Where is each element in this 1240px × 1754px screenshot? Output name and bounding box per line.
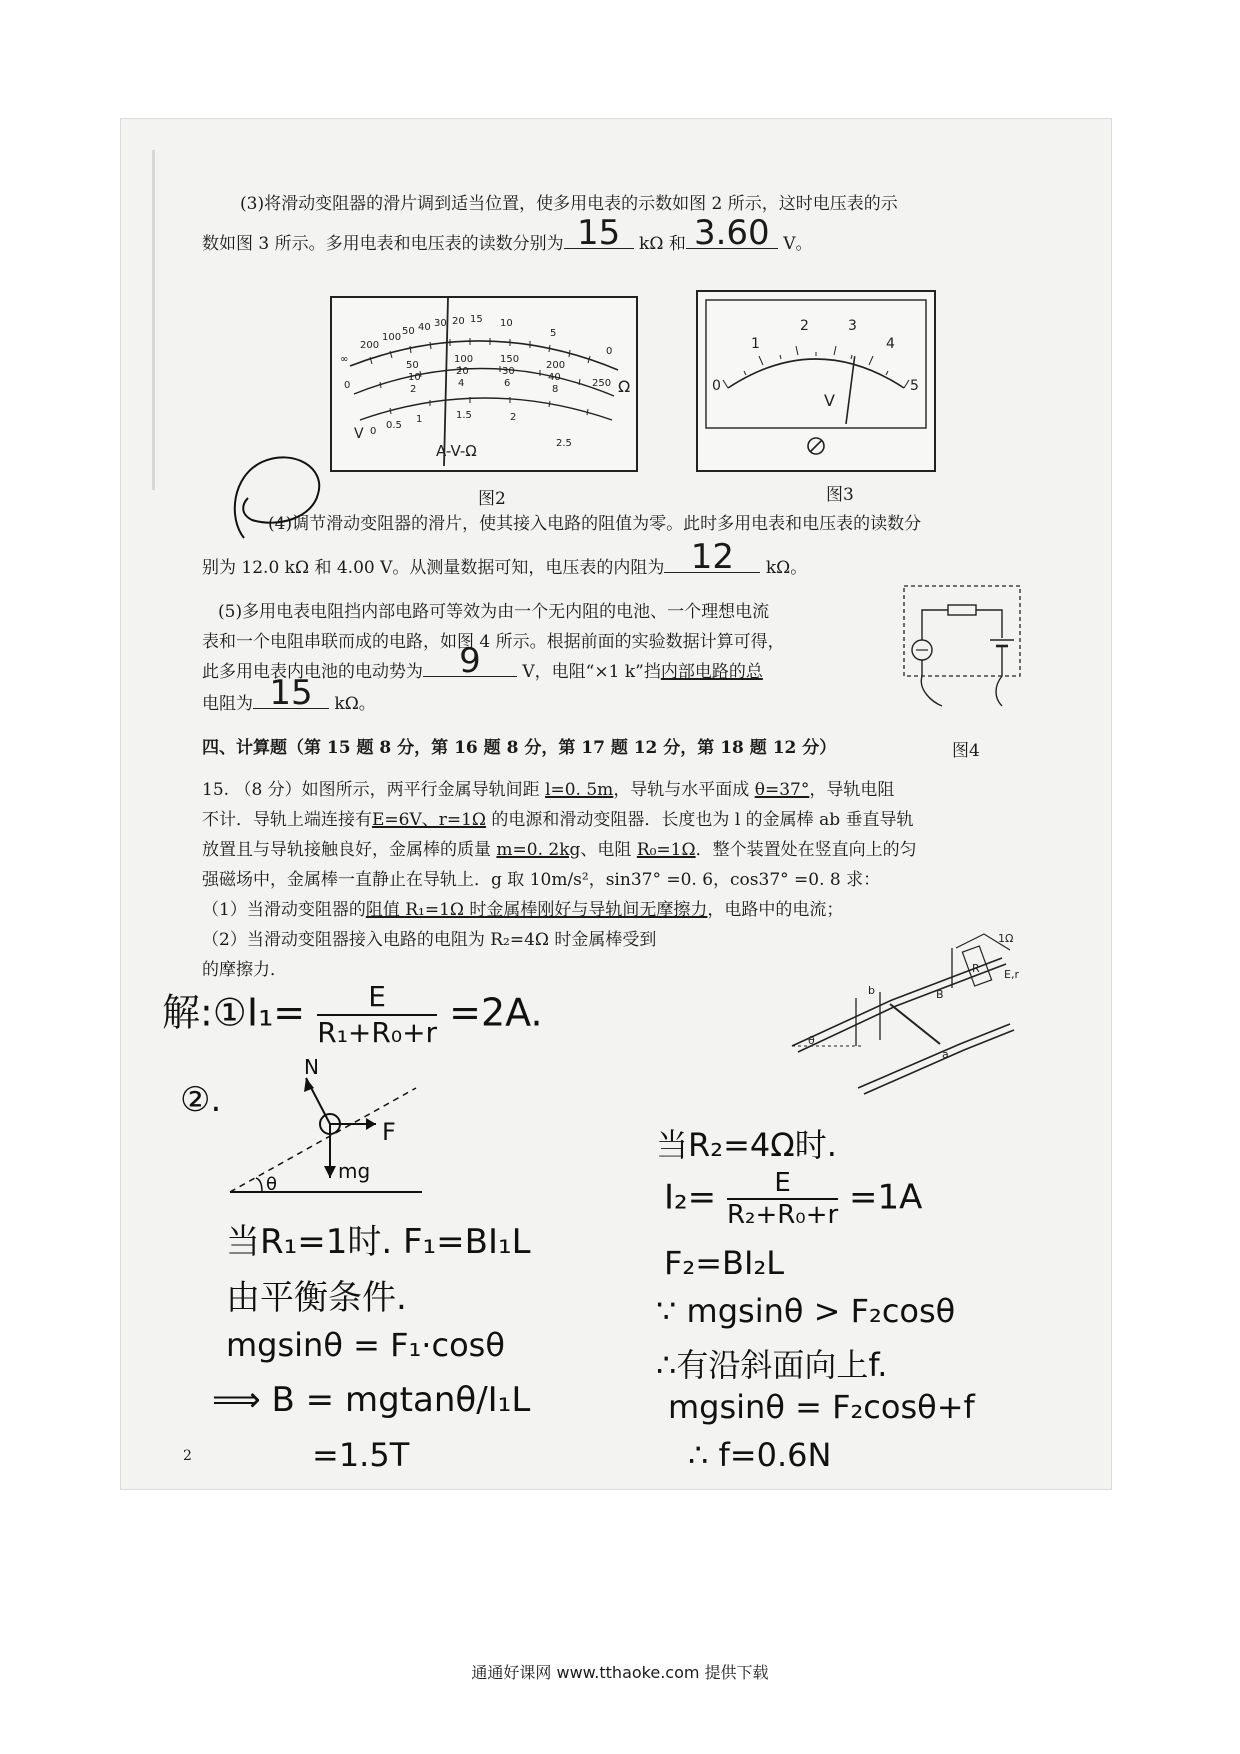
sol-left-line4 [212, 1380, 530, 1420]
q15-l1c: ，导轨电阻 [809, 780, 895, 800]
q15-line7: 的摩擦力． [202, 960, 287, 980]
sol-left-l4a: ⟹ B = [212, 1380, 335, 1420]
rail-label-R: R [972, 962, 980, 975]
fig2-mid2-2: 20 [456, 366, 469, 377]
q5-answer-2-blank [253, 673, 329, 713]
solution-part1 [162, 980, 543, 1050]
sol-s1-numerator: E [317, 980, 437, 1016]
q15-l1u2: θ=37° [754, 780, 810, 800]
q4-answer: 12 [690, 537, 735, 577]
q15-l5u: 阻值 R₁=1Ω 时金属棒刚好与导轨间无摩擦力 [365, 900, 708, 920]
q15-l1b: ，导轨与水平面成 [613, 780, 755, 800]
fig3-tick-5: 5 [910, 378, 919, 394]
q4-line1: (4)调节滑动变阻器的滑片，使其接入电路的阻值为零。此时多用电表和电压表的读数分 [268, 514, 922, 534]
fig2-ohm-4: 40 [418, 322, 431, 333]
q15-l2b: 的电源和滑动变阻器．长度也为 l 的金属棒 ab 垂直导轨 [486, 810, 914, 830]
force-N: N [304, 1055, 319, 1079]
fig2-ohm-5: 30 [434, 318, 447, 329]
sol-right-l2a: I₂= [664, 1177, 717, 1218]
sol-right-line4: ∵ mgsinθ > F₂cosθ [656, 1292, 956, 1330]
sheet-edge-shadow [152, 150, 155, 490]
sol-left-line3: mgsinθ = F₁·cosθ [226, 1326, 505, 1364]
q5-line4-prefix: 电阻为 [202, 694, 253, 714]
fig2-ohm-10: 0 [606, 346, 613, 357]
q15-l2u: E=6V、r=1Ω [372, 810, 487, 830]
force-theta: θ [266, 1174, 278, 1195]
fig3-tick-2: 2 [800, 318, 809, 334]
q3-unit-1: kΩ 和 [639, 234, 686, 254]
q15-line6: （2）当滑动变阻器接入电路的电阻为 R₂=4Ω 时金属棒受到 [202, 930, 657, 950]
sol-right-l2b: =1A [849, 1177, 923, 1218]
rail-label-E: E,r [1004, 968, 1019, 981]
q5-line4-suffix: kΩ。 [334, 694, 376, 714]
q5-line1: (5)多用电表电阻挡内部电路可等效为由一个无内阻的电池、一个理想电流 [218, 602, 770, 622]
rail-label-R1: 1Ω [998, 932, 1014, 945]
sol-right-numerator: E [727, 1168, 838, 1200]
fig3-tick-4: 4 [886, 336, 895, 352]
force-diagram [226, 1055, 426, 1202]
fig2-ohm-0: ∞ [340, 354, 349, 365]
fig2-mid-5: 250 [592, 378, 612, 389]
q15-line1 [202, 778, 894, 802]
fig2-low-4: 2 [510, 412, 517, 423]
q3-line1: (3)将滑动变阻器的滑片调到适当位置，使多用电表的示数如图 2 所示，这时电压表的示 [240, 194, 898, 214]
q15-l3u1: m=0. 2kg [496, 840, 581, 860]
fig2-ohm-2: 100 [382, 332, 402, 343]
q5-line2: 表和一个电阻串联而成的电路，如图 4 所示。根据前面的实验数据计算可得， [202, 632, 785, 652]
rail-label-theta: θ [808, 1034, 815, 1047]
fig3-unit: V [824, 391, 835, 410]
fig3-tick-1: 1 [751, 336, 760, 352]
sol-left-line1: 当R₁=1时. F₁=BI₁L [226, 1222, 531, 1262]
sol-right-line1: 当R₂=4Ω时. [656, 1126, 837, 1164]
fig2-ohm-7: 15 [470, 314, 483, 325]
q15-l3u2: R₀=1Ω [636, 840, 696, 860]
q15-line3 [202, 838, 917, 862]
rail-label-a: a [942, 1048, 949, 1061]
q15-l1u1: l=0. 5m [545, 780, 614, 800]
fig2-meter-label: A-V-Ω [436, 442, 477, 460]
fig2-mid2-3: 30 [502, 366, 515, 377]
q15-l3b: 、电阻 [580, 840, 637, 860]
q4-line2-prefix: 别为 12.0 kΩ 和 4.00 V。从测量数据可知，电压表的内阻为 [202, 558, 665, 578]
q5-answer-1-blank [423, 641, 517, 681]
q5-line4 [202, 673, 376, 716]
q15-line4: 强磁场中，金属棒一直静止在导轨上．g 取 10m/s²，sin37° =0. 6，cos37° =0. 8 求： [202, 870, 881, 890]
fig2-ohm-8: 10 [500, 318, 513, 329]
q3-line2 [202, 213, 813, 256]
fig2-mid3-4: 8 [552, 384, 559, 395]
q3-line2-prefix: 数如图 3 所示。多用电表和电压表的读数分别为 [202, 234, 564, 254]
q15-l3c: ．整个装置处在竖直向上的匀 [695, 840, 917, 860]
q5-line3-underlined: 内部电路的总 [660, 662, 763, 682]
fig2-mid3-1: 2 [410, 384, 417, 395]
fig2-low-2: 1 [416, 414, 423, 425]
footer-credit: 通通好课网 www.tthaoke.com 提供下载 [471, 1663, 769, 1682]
q5-line3-mid: V，电阻“×1 k”挡 [522, 662, 661, 682]
q3-answer-1: 15 [576, 213, 621, 253]
fig3-tick-3: 3 [848, 318, 857, 334]
force-mg: mg [338, 1159, 371, 1183]
figure-2-multimeter [330, 296, 638, 472]
fig2-mid3-3: 6 [504, 378, 511, 389]
figure-3-voltmeter [696, 290, 936, 472]
q15-l1a: 15. （8 分）如图所示，两平行金属导轨间距 [202, 780, 546, 800]
sol-right-line7: ∴ f=0.6N [688, 1436, 832, 1474]
sol-s1-lead: 解:①I₁= [162, 990, 306, 1035]
fig2-ohm-6: 20 [452, 316, 465, 327]
q3-answer-2: 3.60 [693, 213, 770, 253]
sol-right-line2 [664, 1168, 922, 1230]
sol-right-line6: mgsinθ = F₂cosθ+f [668, 1388, 975, 1426]
q3-answer-1-blank [564, 213, 634, 253]
q5-answer-2: 15 [269, 673, 313, 713]
q15-l2a: 不计．导轨上端连接有 [202, 810, 372, 830]
q15-l5b: ，电路中的电流； [707, 900, 844, 920]
q4-unit: kΩ。 [765, 558, 808, 578]
sol-right-line5: ∴有沿斜面向上f. [656, 1346, 888, 1384]
fig2-v-label: V [354, 426, 364, 442]
sol-part2-mark: ②. [180, 1080, 222, 1120]
rail-rod-ab [890, 1004, 940, 1044]
fig2-mid-4: 200 [546, 360, 566, 371]
fig2-mid2-4: 40 [548, 372, 561, 383]
rail-diagram [784, 928, 1020, 1096]
rail-label-B: B [936, 988, 944, 1001]
sol-s1-denominator: R₁+R₀+r [317, 1016, 438, 1049]
q5-answer-1: 9 [459, 641, 481, 681]
sol-left-line5: =1.5T [312, 1436, 410, 1474]
figure-4-caption: 图4 [952, 741, 980, 761]
fig2-mid-3: 150 [500, 354, 520, 365]
sol-left-l4c: /I₁L [476, 1380, 531, 1420]
sol-left-line2: 由平衡条件. [226, 1278, 407, 1318]
page-number: 2 [183, 1448, 192, 1464]
sol-right-fraction [727, 1168, 838, 1230]
sol-s1-result: =2A. [449, 990, 543, 1035]
q15-line2 [202, 808, 914, 832]
rail-label-b: b [868, 984, 875, 997]
q15-l3a: 放置且与导轨接触良好，金属棒的质量 [202, 840, 497, 860]
sol-left-l4b: mgtanθ [344, 1380, 477, 1420]
fig2-low-0: 0 [370, 426, 377, 437]
fig2-low-3: 1.5 [456, 410, 472, 421]
q5-line3-prefix: 此多用电表内电池的电动势为 [202, 662, 423, 682]
fig2-mid-2: 100 [454, 354, 474, 365]
q3-unit-2: V。 [783, 234, 813, 254]
figure-4-circuit [902, 584, 1030, 712]
q4-answer-blank [664, 537, 760, 577]
sol-s1-fraction [317, 980, 437, 1050]
fig2-low-5: 2.5 [556, 438, 572, 449]
q15-l5a: （1）当滑动变阻器的 [202, 900, 366, 920]
sol-right-denominator: R₂+R₀+r [726, 1200, 839, 1230]
sol-right-line3: F₂=BI₂L [664, 1244, 785, 1282]
fig2-mid-1: 50 [406, 360, 419, 371]
fig2-omega-label: Ω [618, 377, 631, 396]
fig2-low-1: 0.5 [386, 420, 402, 431]
figure-2-caption: 图2 [478, 489, 506, 509]
fig4-resistor [948, 605, 976, 615]
q15-line5 [202, 898, 843, 922]
fig2-ohm-1: 200 [360, 340, 380, 351]
fig2-mid3-2: 4 [458, 378, 465, 389]
fig3-tick-0: 0 [712, 378, 721, 394]
section-4-title: 四、计算题（第 15 题 8 分，第 16 题 8 分，第 17 题 12 分，第 18 题 12 分） [202, 738, 837, 758]
q3-answer-2-blank [686, 213, 778, 253]
fig2-ohm-9: 5 [550, 328, 557, 339]
figure-3-caption: 图3 [826, 485, 854, 505]
fig2-mid-0: 0 [344, 380, 351, 391]
force-F: F [382, 1118, 396, 1146]
fig2-ohm-3: 50 [402, 326, 415, 337]
fig2-mid2-1: 10 [408, 372, 421, 383]
q4-line2 [202, 537, 808, 580]
